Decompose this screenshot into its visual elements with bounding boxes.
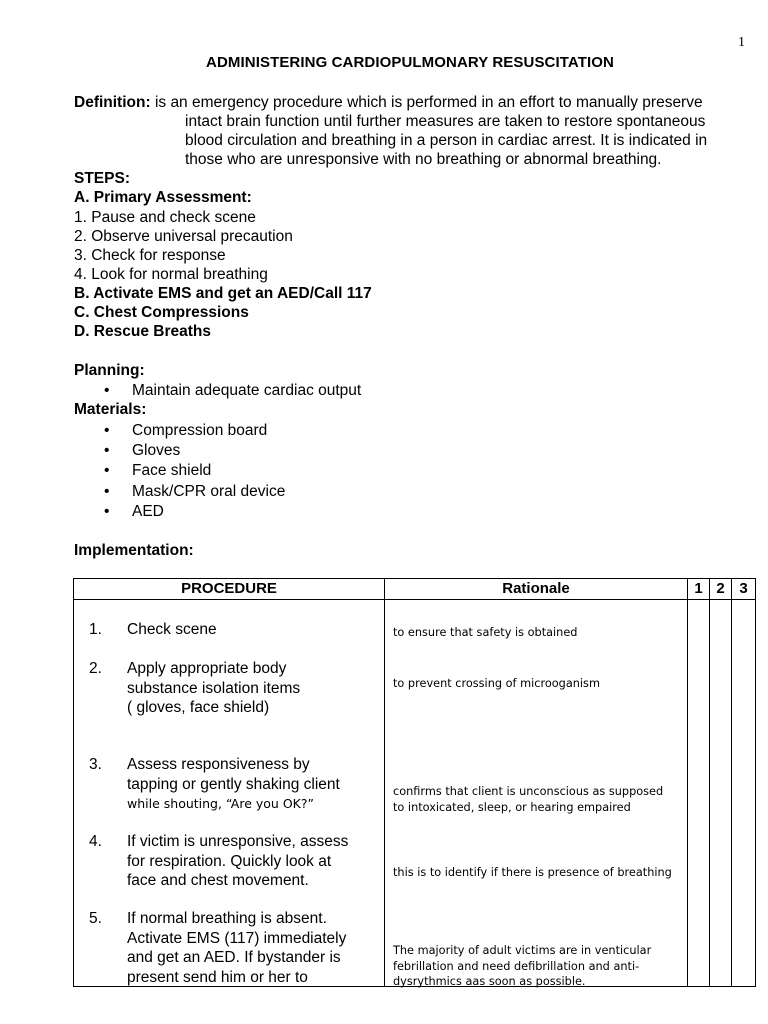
page-number: 1 — [738, 35, 745, 50]
step-number: 3. — [89, 756, 102, 773]
step-number: 4. — [89, 833, 102, 850]
materials-heading: Materials: — [74, 401, 147, 418]
bullet-icon: • — [104, 503, 110, 520]
header-col-2: 2 — [710, 579, 732, 600]
step-text: ( gloves, face shield) — [127, 699, 270, 716]
step-text: If normal breathing is absent. — [127, 910, 327, 927]
step-text: substance isolation items — [127, 679, 301, 697]
implementation-heading: Implementation: — [74, 542, 194, 559]
rationale-column — [385, 600, 688, 987]
bullet-icon: • — [104, 422, 110, 439]
definition-line-1: is an emergency procedure which is performed in an effort to manually preserve — [154, 94, 703, 111]
step-text: for respiration. Quickly look at — [127, 852, 332, 870]
bullet-icon: • — [104, 462, 110, 479]
definition-line-4: those who are unresponsive with no breathing or abnormal breathing. — [185, 151, 662, 168]
materials-item: • Face shield — [104, 462, 212, 479]
step-a-item: 1. Pause and check scene — [74, 209, 256, 226]
header-col-3: 3 — [732, 579, 756, 600]
planning-item: • Maintain adequate cardiac output — [104, 382, 362, 399]
bullet-icon: • — [104, 442, 110, 459]
definition-line-2: intact brain function until further measures are taken to restore spontaneous — [185, 113, 706, 130]
planning-heading: Planning: — [74, 362, 145, 379]
step-a-item: 2. Observe universal precaution — [74, 228, 293, 245]
header-procedure: PROCEDURE — [74, 579, 385, 600]
rationale-1: to ensure that safety is obtained — [393, 626, 578, 639]
step-number: 1. — [89, 621, 102, 638]
section-c-heading: C. Chest Compressions — [74, 304, 249, 321]
procedure-table — [73, 578, 756, 987]
procedure-column — [74, 600, 385, 987]
materials-item: • Gloves — [104, 442, 181, 459]
materials-item: • Compression board — [104, 422, 268, 439]
step-text: tapping or gently shaking client — [127, 775, 340, 793]
bullet-icon: • — [104, 483, 110, 500]
check-column-3[interactable] — [732, 600, 756, 987]
section-a-heading: A. Primary Assessment: — [74, 189, 252, 206]
step-text: Apply appropriate body — [127, 660, 287, 677]
step-text: Activate EMS (117) immediately — [127, 929, 347, 947]
materials-item: • AED — [104, 503, 164, 520]
step-text: and get an AED. If bystander is — [127, 949, 341, 966]
check-column-2[interactable] — [710, 600, 732, 987]
rationale-3: confirms that client is unconscious as supposed to intoxicated, sleep, or hearing empaired — [393, 785, 664, 814]
step-text: Check scene — [127, 621, 217, 638]
step-text: Assess responsiveness by — [127, 756, 310, 773]
rationale-5: The majority of adult victims are in venticular febrillation and need defibrillation and anti- dysrythmics aas soon as possible. — [393, 944, 652, 988]
definition-line-3: blood circulation and breathing in a person in cardiac arrest. It is indicated in — [185, 132, 708, 149]
table-header-row — [74, 579, 756, 600]
section-b-heading: B. Activate EMS and get an AED/Call 117 — [74, 285, 372, 302]
materials-item: • Mask/CPR oral device — [104, 483, 286, 500]
step-a-item: 4. Look for normal breathing — [74, 266, 268, 283]
step-number: 5. — [89, 910, 102, 927]
steps-heading: STEPS: — [74, 170, 130, 187]
step-a-item: 3. Check for response — [74, 247, 226, 264]
header-col-1: 1 — [688, 579, 710, 600]
step-text: present send him or her to — [127, 968, 308, 986]
rationale-2: to prevent crossing of microoganism — [393, 677, 600, 690]
rationale-4: this is to identify if there is presence of breathing — [393, 866, 672, 879]
header-rationale: Rationale — [385, 579, 688, 600]
check-column-1[interactable] — [688, 600, 710, 987]
definition-label: Definition: — [74, 94, 151, 111]
bullet-icon: • — [104, 382, 110, 399]
step-text: If victim is unresponsive, assess — [127, 833, 349, 850]
step-text: while shouting, “Are you OK?” — [127, 796, 314, 811]
step-text: face and chest movement. — [127, 872, 309, 889]
step-number: 2. — [89, 660, 102, 677]
table-body-row — [74, 600, 756, 987]
section-d-heading: D. Rescue Breaths — [74, 323, 211, 340]
page-title: ADMINISTERING CARDIOPULMONARY RESUSCITATION — [206, 54, 614, 71]
definition-block — [74, 93, 703, 113]
